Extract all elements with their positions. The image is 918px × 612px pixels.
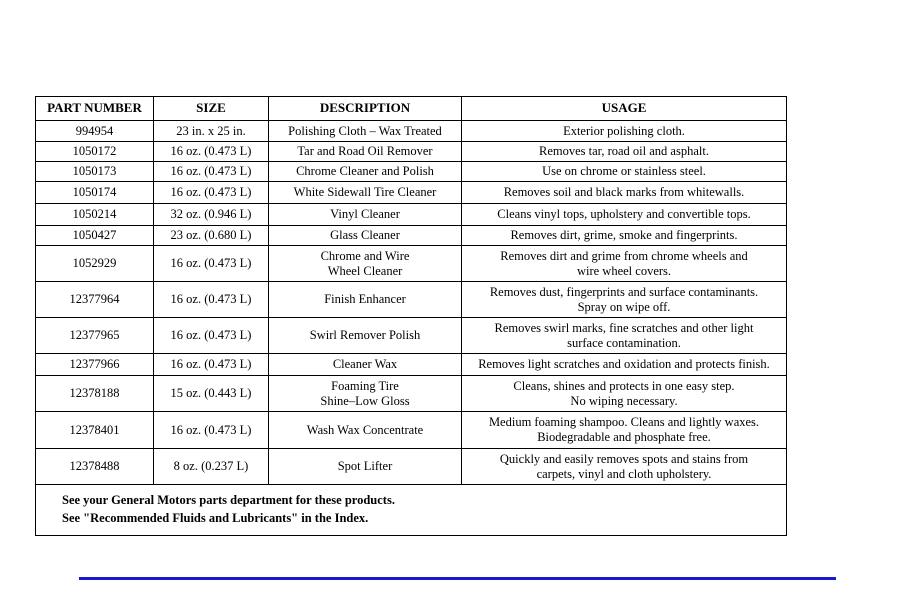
usage-cell: Removes tar, road oil and asphalt. <box>462 142 787 162</box>
part-number-cell: 12378188 <box>36 376 154 412</box>
parts-table <box>35 96 787 536</box>
description-cell: Foaming Tire Shine–Low Gloss <box>269 376 462 412</box>
table-row <box>36 121 787 142</box>
usage-cell: Medium foaming shampoo. Cleans and lightly waxes. Biodegradable and phosphate free. <box>462 412 787 449</box>
usage-cell: Cleans, shines and protects in one easy step. No wiping necessary. <box>462 376 787 412</box>
table-row <box>36 354 787 376</box>
description-cell: Vinyl Cleaner <box>269 204 462 226</box>
size-cell: 16 oz. (0.473 L) <box>154 246 269 282</box>
usage-cell: Removes soil and black marks from whitewalls. <box>462 182 787 204</box>
size-cell: 32 oz. (0.946 L) <box>154 204 269 226</box>
part-number-cell: 1050173 <box>36 162 154 182</box>
usage-cell: Removes swirl marks, fine scratches and other light surface contamination. <box>462 318 787 354</box>
usage-cell: Cleans vinyl tops, upholstery and convertible tops. <box>462 204 787 226</box>
size-cell: 16 oz. (0.473 L) <box>154 282 269 318</box>
usage-cell: Removes dust, fingerprints and surface contaminants. Spray on wipe off. <box>462 282 787 318</box>
footer-note-line-2: See "Recommended Fluids and Lubricants" in the Index. <box>62 511 369 525</box>
size-cell: 8 oz. (0.237 L) <box>154 449 269 485</box>
size-cell: 16 oz. (0.473 L) <box>154 182 269 204</box>
description-cell: Spot Lifter <box>269 449 462 485</box>
header-part-number: PART NUMBER <box>36 97 154 121</box>
table-row <box>36 182 787 204</box>
table-row <box>36 318 787 354</box>
description-cell: Tar and Road Oil Remover <box>269 142 462 162</box>
table-row <box>36 142 787 162</box>
table-row <box>36 162 787 182</box>
description-cell: Cleaner Wax <box>269 354 462 376</box>
size-cell: 23 oz. (0.680 L) <box>154 226 269 246</box>
footer-note <box>36 485 787 536</box>
table-row <box>36 449 787 485</box>
part-number-cell: 12377964 <box>36 282 154 318</box>
header-size: SIZE <box>154 97 269 121</box>
description-cell: White Sidewall Tire Cleaner <box>269 182 462 204</box>
table-row <box>36 226 787 246</box>
usage-cell: Exterior polishing cloth. <box>462 121 787 142</box>
size-cell: 16 oz. (0.473 L) <box>154 354 269 376</box>
usage-cell: Removes light scratches and oxidation and protects finish. <box>462 354 787 376</box>
size-cell: 16 oz. (0.473 L) <box>154 142 269 162</box>
usage-cell: Removes dirt and grime from chrome wheels and wire wheel covers. <box>462 246 787 282</box>
part-number-cell: 12378401 <box>36 412 154 449</box>
usage-cell: Removes dirt, grime, smoke and fingerprints. <box>462 226 787 246</box>
usage-cell: Use on chrome or stainless steel. <box>462 162 787 182</box>
part-number-cell: 1050172 <box>36 142 154 162</box>
description-cell: Chrome Cleaner and Polish <box>269 162 462 182</box>
part-number-cell: 12378488 <box>36 449 154 485</box>
page-bottom-rule <box>79 577 836 580</box>
description-cell: Finish Enhancer <box>269 282 462 318</box>
size-cell: 16 oz. (0.473 L) <box>154 412 269 449</box>
part-number-cell: 1050214 <box>36 204 154 226</box>
description-cell: Glass Cleaner <box>269 226 462 246</box>
part-number-cell: 1050174 <box>36 182 154 204</box>
part-number-cell: 994954 <box>36 121 154 142</box>
part-number-cell: 1052929 <box>36 246 154 282</box>
footer-note-line-1: See your General Motors parts department for these products. <box>62 493 395 507</box>
usage-cell: Quickly and easily removes spots and stains from carpets, vinyl and cloth upholstery. <box>462 449 787 485</box>
size-cell: 16 oz. (0.473 L) <box>154 162 269 182</box>
size-cell: 23 in. x 25 in. <box>154 121 269 142</box>
table-row <box>36 246 787 282</box>
description-cell: Chrome and Wire Wheel Cleaner <box>269 246 462 282</box>
header-usage: USAGE <box>462 97 787 121</box>
part-number-cell: 12377966 <box>36 354 154 376</box>
part-number-cell: 1050427 <box>36 226 154 246</box>
table-row <box>36 376 787 412</box>
header-description: DESCRIPTION <box>269 97 462 121</box>
size-cell: 15 oz. (0.443 L) <box>154 376 269 412</box>
table-footer-row <box>36 485 787 536</box>
description-cell: Wash Wax Concentrate <box>269 412 462 449</box>
table-row <box>36 282 787 318</box>
description-cell: Swirl Remover Polish <box>269 318 462 354</box>
table-row <box>36 204 787 226</box>
size-cell: 16 oz. (0.473 L) <box>154 318 269 354</box>
table-header-row <box>36 97 787 121</box>
table-row <box>36 412 787 449</box>
part-number-cell: 12377965 <box>36 318 154 354</box>
description-cell: Polishing Cloth – Wax Treated <box>269 121 462 142</box>
